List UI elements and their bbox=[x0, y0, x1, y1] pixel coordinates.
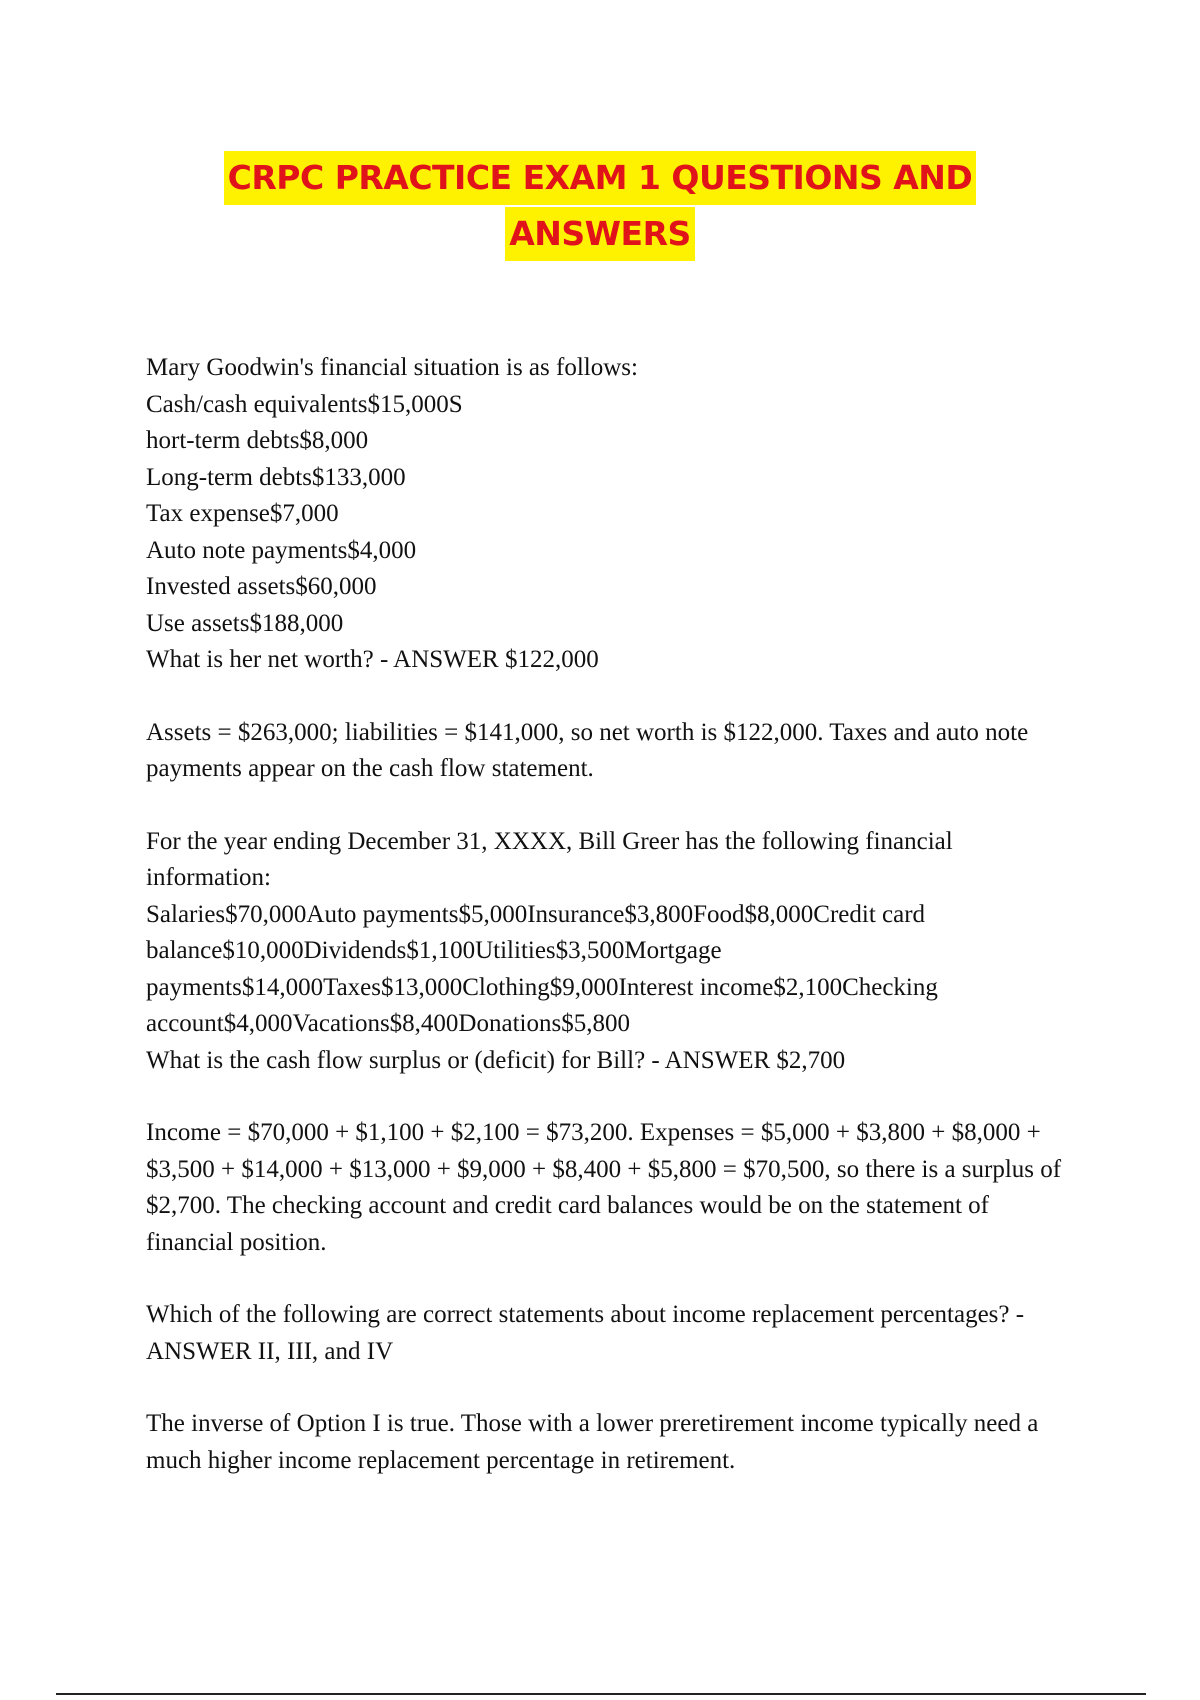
title-line-2: ANSWERS bbox=[505, 207, 695, 261]
q3-question: Which of the following are correct statements about income replacement percentages? - ANSWER II, III, and IV bbox=[146, 1301, 1025, 1365]
q1-item: hort-term debts$8,000 bbox=[146, 427, 369, 454]
q1-item: Cash/cash equivalents$15,000S bbox=[146, 390, 463, 418]
q1-item: Tax expense$7,000 bbox=[146, 500, 339, 527]
document-title bbox=[0, 150, 1200, 262]
document-body bbox=[146, 350, 1066, 1515]
question-1-block bbox=[146, 350, 1066, 679]
q1-question: What is her net worth? - ANSWER $122,000 bbox=[146, 646, 599, 673]
q1-item: Long-term debts$133,000 bbox=[146, 463, 406, 491]
title-line-1: CRPC PRACTICE EXAM 1 QUESTIONS AND bbox=[224, 151, 977, 205]
question-2-block bbox=[146, 824, 1066, 1080]
footer-rule bbox=[56, 1693, 1146, 1695]
q3-explanation: The inverse of Option I is true. Those with a lower preretirement income typically need a much higher income replacement percentage in retirement. bbox=[146, 1410, 1039, 1474]
q1-explanation: Assets = $263,000; liabilities = $141,000, so net worth is $122,000. Taxes and auto note payments appear on the cash flow statement. bbox=[146, 718, 1029, 782]
q2-data: Salaries$70,000Auto payments$5,000Insurance$3,800Food$8,000Credit card balance$10,000Dividends$1,100Utilities$3,500Mortgage payments$14,000Taxes$13,000Clothing$9,000Interest income$2,100Checking account$4,000Vacations$8,400Donations$5,800 bbox=[146, 900, 938, 1037]
q2-question: What is the cash flow surplus or (deficit) for Bill? - ANSWER $2,700 bbox=[146, 1046, 846, 1074]
q1-intro: Mary Goodwin's financial situation is as follows: bbox=[146, 354, 638, 381]
q1-item: Auto note payments$4,000 bbox=[146, 536, 417, 564]
q2-explanation: Income = $70,000 + $1,100 + $2,100 = $73,200. Expenses = $5,000 + $3,800 + $8,000 + $3,500 + $14,000 + $13,000 + $9,000 + $8,400 + $5,800 = $70,500, so there is a surplus of $2,700. The checking account and credit card balances would be on the statement of financial position. bbox=[146, 1119, 1062, 1256]
q1-item: Use assets$188,000 bbox=[146, 609, 344, 637]
q2-intro: For the year ending December 31, XXXX, Bill Greer has the following financial information: bbox=[146, 827, 953, 891]
q1-item: Invested assets$60,000 bbox=[146, 573, 377, 600]
